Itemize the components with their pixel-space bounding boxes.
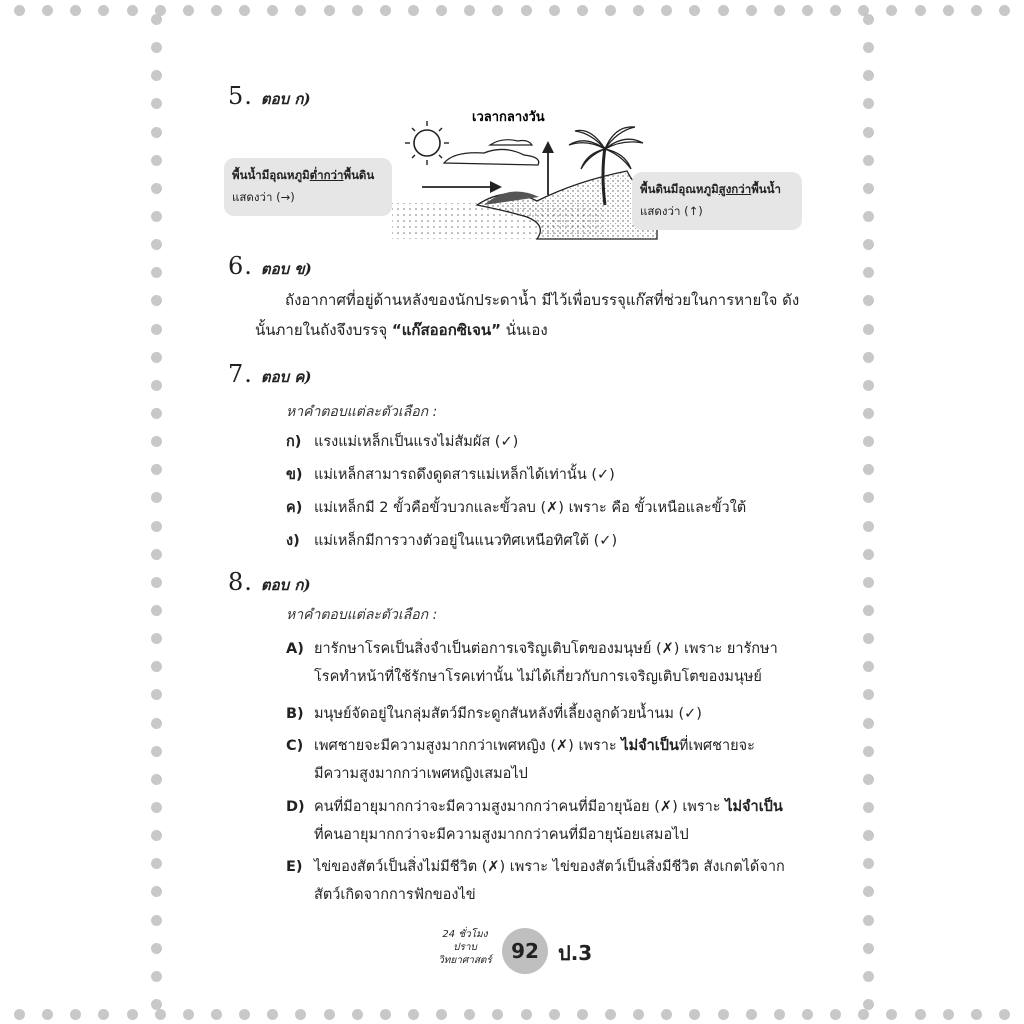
border-dot — [774, 5, 785, 16]
border-dot — [239, 1009, 250, 1020]
border-dot — [151, 661, 162, 672]
option-text-line: มีความสูงมากกว่าเพศหญิงเสมอไป — [314, 766, 528, 782]
question-6-heading — [228, 252, 312, 281]
border-dot — [863, 464, 874, 475]
page-number: 92 — [511, 939, 539, 963]
option-item — [286, 461, 806, 489]
options-hint: หาคำตอบแต่ละตัวเลือก : — [286, 404, 438, 420]
border-dot — [863, 239, 874, 250]
cloud-icon — [444, 149, 539, 165]
border-dot — [746, 5, 757, 16]
border-dot — [380, 1009, 391, 1020]
border-dot — [915, 5, 926, 16]
option-text: ที่เพศชายจะ — [678, 738, 755, 754]
border-dot — [863, 774, 874, 785]
option-text: แม่เหล็กมีการวางตัวอยู่ในแนวทิศเหนือทิศใต้ (✓) — [314, 533, 618, 549]
border-dot — [151, 352, 162, 363]
border-dot — [863, 42, 874, 53]
border-dot — [863, 436, 874, 447]
border-dot — [151, 14, 162, 25]
border-dot — [863, 999, 874, 1010]
border-dot — [863, 943, 874, 954]
answer-label: ตอบ ก) — [260, 576, 311, 594]
border-dot — [863, 295, 874, 306]
border-dot — [380, 5, 391, 16]
border-dot — [324, 1009, 335, 1020]
border-dot — [863, 633, 874, 644]
border-dot — [971, 5, 982, 16]
option-item — [286, 527, 806, 555]
border-dot — [70, 1009, 81, 1020]
border-dot — [863, 267, 874, 278]
left-callout-emphasis: ต่ำกว่า — [309, 168, 344, 182]
page-footer — [430, 928, 610, 976]
border-dot — [239, 5, 250, 16]
border-dot — [863, 352, 874, 363]
right-arrow-icon — [422, 181, 502, 193]
border-dot — [863, 830, 874, 841]
border-dot — [295, 5, 306, 16]
border-dot — [151, 915, 162, 926]
cloud-icon-small — [490, 140, 532, 145]
right-callout-result: แสดงว่า (↑) — [640, 204, 703, 218]
option-item-d — [286, 793, 806, 849]
border-dot — [863, 718, 874, 729]
border-dot — [151, 98, 162, 109]
border-dot — [183, 5, 194, 16]
border-dot — [492, 5, 503, 16]
option-label: B) — [286, 706, 304, 722]
option-text-line: ที่คนอายุมากกว่าจะมีความสูงมากกว่าคนที่มีอายุน้อยเสมอไป — [314, 827, 689, 843]
border-dot — [863, 127, 874, 138]
option-text-line: สัตว์เกิดจากการฟักของไข่ — [314, 887, 476, 903]
border-dot — [408, 5, 419, 16]
border-dot — [661, 5, 672, 16]
question-number: 6. — [228, 252, 253, 280]
question-7-heading — [228, 360, 312, 389]
border-dot — [802, 5, 813, 16]
question-number: 5. — [228, 82, 253, 110]
border-dot — [151, 633, 162, 644]
border-dot — [863, 183, 874, 194]
diagram-title: เวลากลางวัน — [472, 110, 545, 125]
border-dot — [151, 324, 162, 335]
option-item-b — [286, 700, 806, 728]
border-dot — [863, 70, 874, 81]
border-dot — [999, 5, 1010, 16]
border-dot — [863, 661, 874, 672]
border-dot — [70, 5, 81, 16]
option-text-line: ยารักษาโรคเป็นสิ่งจำเป็นต่อการเจริญเติบโตของมนุษย์ (✗) เพราะ ยารักษา — [314, 641, 778, 657]
border-dot — [151, 408, 162, 419]
border-dot — [151, 380, 162, 391]
border-dot — [151, 886, 162, 897]
border-dot — [352, 1009, 363, 1020]
border-dot — [774, 1009, 785, 1020]
answer-label: ตอบ ข) — [260, 260, 312, 278]
grade-label: ป.3 — [558, 941, 593, 965]
border-dot — [151, 999, 162, 1010]
border-dot — [127, 5, 138, 16]
option-text-line: โรคทำหน้าที่ใช้รักษาโรคเท่านั้น ไม่ได้เกี่ยวกับการเจริญเติบโตของมนุษย์ — [314, 669, 762, 685]
border-dot — [718, 1009, 729, 1020]
border-dot — [14, 5, 25, 16]
border-dot — [830, 5, 841, 16]
border-dot — [151, 689, 162, 700]
option-emphasis: ไม่จำเป็น — [621, 738, 679, 754]
border-dot — [151, 239, 162, 250]
sun-icon — [405, 121, 449, 165]
border-dot — [863, 971, 874, 982]
border-dot — [464, 5, 475, 16]
question-number: 7. — [228, 360, 253, 388]
option-text: เพศชายจะมีความสูงมากกว่าเพศหญิง (✗) เพราะ — [314, 738, 622, 754]
border-dot — [863, 492, 874, 503]
border-dot — [943, 5, 954, 16]
border-dot — [295, 1009, 306, 1020]
option-emphasis: ไม่จำเป็น — [725, 799, 783, 815]
border-dot — [151, 605, 162, 616]
option-label: A) — [286, 641, 304, 657]
option-label: ข) — [286, 467, 303, 483]
border-dot — [151, 70, 162, 81]
answer-label: ตอบ ค) — [260, 368, 312, 386]
border-dot — [605, 5, 616, 16]
border-dot — [183, 1009, 194, 1020]
border-dot — [267, 1009, 278, 1020]
border-dot — [151, 183, 162, 194]
border-dot — [42, 5, 53, 16]
border-dot — [549, 1009, 560, 1020]
border-dot — [863, 549, 874, 560]
border-dot — [863, 802, 874, 813]
left-callout-result: แสดงว่า (→) — [232, 190, 295, 204]
left-callout — [224, 158, 392, 216]
left-callout-text-c: พื้นดิน — [343, 168, 375, 182]
border-dot — [863, 577, 874, 588]
right-callout-text-a: พื้นดินมีอุณหภูมิ — [640, 182, 719, 196]
right-callout — [632, 172, 802, 230]
option-item-a — [286, 635, 806, 691]
book-title — [430, 928, 500, 967]
right-dot-border — [858, 0, 878, 1024]
border-dot — [151, 746, 162, 757]
border-dot — [633, 5, 644, 16]
border-dot — [802, 1009, 813, 1020]
left-callout-text-a: พื้นน้ำมีอุณหภูมิ — [232, 168, 310, 182]
border-dot — [151, 971, 162, 982]
border-dot — [863, 521, 874, 532]
border-dot — [863, 324, 874, 335]
border-dot — [863, 886, 874, 897]
option-label: C) — [286, 738, 304, 754]
border-dot — [98, 1009, 109, 1020]
border-dot — [408, 1009, 419, 1020]
option-item-c — [286, 732, 806, 788]
border-dot — [521, 1009, 532, 1020]
border-dot — [863, 14, 874, 25]
book-title-line: ปราบ — [453, 942, 477, 953]
border-dot — [577, 5, 588, 16]
option-text: แม่เหล็กมี 2 ขั้วคือขั้วบวกและขั้วลบ (✗) เพราะ คือ ขั้วเหนือและขั้วใต้ — [314, 500, 747, 516]
border-dot — [718, 5, 729, 16]
border-dot — [886, 5, 897, 16]
option-label: ง) — [286, 533, 300, 549]
explanation-line-2 — [255, 315, 805, 345]
option-text: มนุษย์จัดอยู่ในกลุ่มสัตว์มีกระดูกสันหลังที่เลี้ยงลูกด้วยน้ำนม (✓) — [314, 706, 702, 722]
border-dot — [549, 5, 560, 16]
border-dot — [863, 211, 874, 222]
border-dot — [127, 1009, 138, 1020]
border-dot — [830, 1009, 841, 1020]
border-dot — [436, 1009, 447, 1020]
option-label: E) — [286, 859, 303, 875]
border-dot — [151, 267, 162, 278]
border-dot — [436, 5, 447, 16]
border-dot — [14, 1009, 25, 1020]
option-text-line — [314, 793, 806, 821]
explanation-text: นั้นภายในถังจึงบรรจุ — [255, 321, 392, 339]
border-dot — [324, 5, 335, 16]
border-dot — [943, 1009, 954, 1020]
answer-label: ตอบ ก) — [260, 90, 311, 108]
border-dot — [352, 5, 363, 16]
border-dot — [863, 380, 874, 391]
border-dot — [151, 774, 162, 785]
option-text: คนที่มีอายุมากกว่าจะมีความสูงมากกว่าคนที่มีอายุน้อย (✗) เพราะ — [314, 799, 726, 815]
border-dot — [151, 127, 162, 138]
option-item — [286, 428, 806, 456]
border-dot — [863, 746, 874, 757]
book-title-line: 24 ชั่วโมง — [442, 929, 488, 940]
border-dot — [661, 1009, 672, 1020]
up-arrow-icon — [542, 141, 554, 195]
border-dot — [633, 1009, 644, 1020]
border-dot — [151, 211, 162, 222]
border-dot — [42, 1009, 53, 1020]
border-dot — [863, 689, 874, 700]
question-8-heading — [228, 568, 311, 597]
option-text-line: ไข่ของสัตว์เป็นสิ่งไม่มีชีวิต (✗) เพราะ ไข่ของสัตว์เป็นสิ่งมีชีวิต สังเกตได้จาก — [314, 859, 785, 875]
border-dot — [863, 858, 874, 869]
question-number: 8. — [228, 568, 253, 596]
border-dot — [971, 1009, 982, 1020]
option-label: D) — [286, 799, 305, 815]
option-label: ค) — [286, 500, 303, 516]
border-dot — [689, 1009, 700, 1020]
border-dot — [863, 408, 874, 419]
border-dot — [151, 42, 162, 53]
border-dot — [151, 155, 162, 166]
border-dot — [151, 549, 162, 560]
border-dot — [863, 98, 874, 109]
border-dot — [151, 295, 162, 306]
explanation-text-end: นั่นเอง — [500, 321, 548, 339]
border-dot — [211, 5, 222, 16]
right-callout-emphasis: สูงกว่า — [718, 182, 752, 196]
border-dot — [151, 464, 162, 475]
border-dot — [492, 1009, 503, 1020]
border-dot — [211, 1009, 222, 1020]
option-text-line — [314, 732, 806, 760]
option-text: แม่เหล็กสามารถดึงดูดสารแม่เหล็กได้เท่านั้น (✓) — [314, 467, 615, 483]
border-dot — [151, 718, 162, 729]
left-dot-border — [146, 0, 166, 1024]
question-6-explanation — [255, 285, 805, 345]
border-dot — [863, 915, 874, 926]
border-dot — [464, 1009, 475, 1020]
explanation-line-1: ถังอากาศที่อยู่ด้านหลังของนักประดาน้ำ มีไว้เพื่อบรรจุแก๊สที่ช่วยในการหายใจ ดัง — [285, 291, 800, 309]
options-hint: หาคำตอบแต่ละตัวเลือก : — [286, 607, 438, 623]
option-label: ก) — [286, 434, 302, 450]
border-dot — [863, 605, 874, 616]
border-dot — [98, 5, 109, 16]
border-dot — [151, 802, 162, 813]
explanation-answer: “แก๊สออกซิเจน” — [391, 321, 501, 339]
right-callout-text-c: พื้นน้ำ — [751, 182, 781, 196]
book-title-line: วิทยาศาสตร์ — [438, 955, 492, 966]
border-dot — [151, 521, 162, 532]
option-item-e — [286, 853, 806, 909]
border-dot — [151, 830, 162, 841]
border-dot — [863, 155, 874, 166]
border-dot — [577, 1009, 588, 1020]
page-number-badge — [502, 928, 548, 974]
option-text: แรงแม่เหล็กเป็นแรงไม่สัมผัส (✓) — [314, 434, 519, 450]
border-dot — [521, 5, 532, 16]
border-dot — [151, 492, 162, 503]
border-dot — [151, 858, 162, 869]
option-item — [286, 494, 806, 522]
border-dot — [915, 1009, 926, 1020]
border-dot — [886, 1009, 897, 1020]
border-dot — [267, 5, 278, 16]
border-dot — [999, 1009, 1010, 1020]
border-dot — [605, 1009, 616, 1020]
border-dot — [151, 943, 162, 954]
border-dot — [151, 577, 162, 588]
border-dot — [689, 5, 700, 16]
border-dot — [151, 436, 162, 447]
border-dot — [746, 1009, 757, 1020]
